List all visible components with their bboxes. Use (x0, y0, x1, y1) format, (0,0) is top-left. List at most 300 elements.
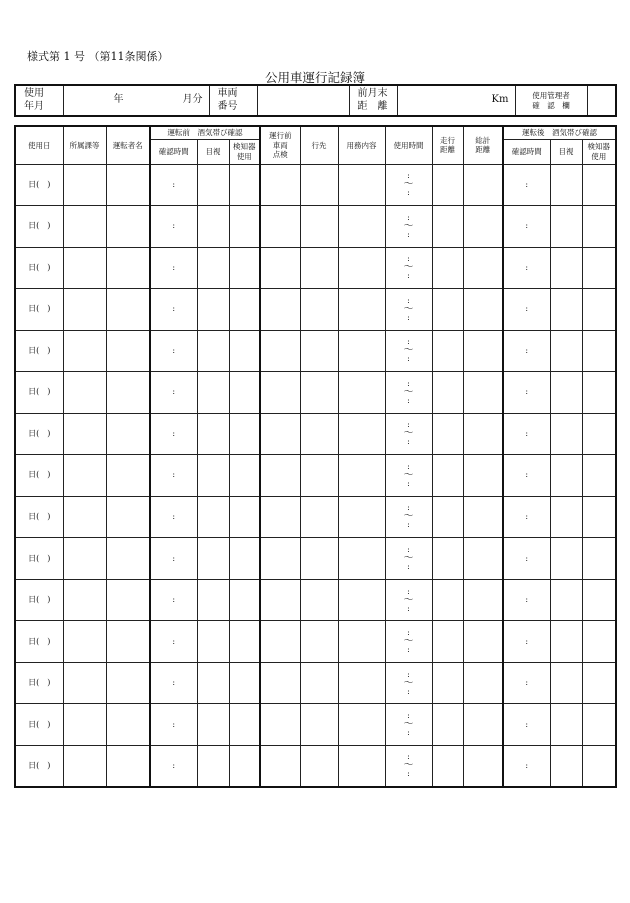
time-colon: : (172, 179, 176, 189)
total-distance-cell[interactable] (463, 538, 503, 580)
run-distance-cell[interactable] (432, 579, 463, 621)
detector-cell[interactable] (229, 247, 260, 289)
department-cell[interactable] (63, 330, 106, 372)
day-label: 日( ) (28, 470, 51, 480)
confirm-time-cell[interactable] (150, 330, 197, 372)
detector-after-cell[interactable] (582, 289, 616, 331)
use-day-cell[interactable] (15, 745, 63, 787)
visual-cell[interactable] (197, 704, 229, 746)
driver-cell[interactable] (106, 413, 150, 455)
detector-cell[interactable] (229, 704, 260, 746)
header-detector-after: 検知器 使用 (582, 139, 616, 164)
time-colon: : (407, 669, 410, 679)
pre-inspection-cell[interactable] (260, 538, 300, 580)
time-colon: : (407, 752, 410, 762)
department-cell[interactable] (63, 164, 106, 206)
department-cell[interactable] (63, 455, 106, 497)
visual-after-cell[interactable] (550, 455, 582, 497)
time-colon: : (525, 262, 529, 272)
visual-after-cell[interactable] (550, 662, 582, 704)
pre-inspection-cell[interactable] (260, 289, 300, 331)
confirm-time-cell[interactable] (150, 704, 197, 746)
detector-cell[interactable] (229, 330, 260, 372)
destination-cell[interactable] (300, 247, 338, 289)
run-distance-cell[interactable] (432, 538, 463, 580)
time-colon: : (172, 760, 176, 770)
confirm-time-after-cell[interactable] (503, 413, 550, 455)
confirm-time-after-cell[interactable] (503, 372, 550, 414)
run-distance-cell[interactable] (432, 662, 463, 704)
time-colon: : (407, 478, 410, 488)
confirm-time-after-cell[interactable] (503, 579, 550, 621)
time-colon: : (172, 470, 176, 480)
business-cell[interactable] (338, 455, 385, 497)
table-row (15, 289, 616, 331)
total-distance-cell[interactable] (463, 662, 503, 704)
run-distance-cell[interactable] (432, 206, 463, 248)
header-confirm-time: 確認時間 (150, 139, 197, 164)
confirm-time-cell[interactable] (150, 247, 197, 289)
prev-distance-field[interactable] (397, 85, 515, 116)
use-day-cell[interactable] (15, 289, 63, 331)
business-cell[interactable] (338, 704, 385, 746)
pre-inspection-cell[interactable] (260, 745, 300, 787)
total-distance-cell[interactable] (463, 704, 503, 746)
run-distance-cell[interactable] (432, 704, 463, 746)
time-colon: : (407, 520, 410, 530)
pre-inspection-cell[interactable] (260, 496, 300, 538)
driver-cell[interactable] (106, 289, 150, 331)
use-day-cell[interactable] (15, 413, 63, 455)
use-time-cell[interactable] (385, 455, 432, 497)
time-colon: : (407, 188, 410, 198)
business-cell[interactable] (338, 164, 385, 206)
run-distance-cell[interactable] (432, 745, 463, 787)
header-after-alcohol-check: 運転後 酒気帯び確認 (503, 126, 616, 139)
total-distance-cell[interactable] (463, 579, 503, 621)
driver-cell[interactable] (106, 621, 150, 663)
visual-cell[interactable] (197, 164, 229, 206)
department-cell[interactable] (63, 621, 106, 663)
department-cell[interactable] (63, 745, 106, 787)
department-cell[interactable] (63, 662, 106, 704)
table-row (15, 413, 616, 455)
header-use-time: 使用時間 (385, 126, 432, 164)
destination-cell[interactable] (300, 164, 338, 206)
table-row (15, 247, 616, 289)
use-day-cell[interactable] (15, 372, 63, 414)
confirm-time-after-cell[interactable] (503, 164, 550, 206)
run-distance-cell[interactable] (432, 330, 463, 372)
use-day-cell[interactable] (15, 538, 63, 580)
time-colon: : (172, 387, 176, 397)
use-time-cell[interactable] (385, 289, 432, 331)
visual-after-cell[interactable] (550, 496, 582, 538)
total-distance-cell[interactable] (463, 621, 503, 663)
visual-after-cell[interactable] (550, 330, 582, 372)
use-day-cell[interactable] (15, 330, 63, 372)
use-day-cell[interactable] (15, 455, 63, 497)
detector-cell[interactable] (229, 621, 260, 663)
driver-cell[interactable] (106, 538, 150, 580)
visual-after-cell[interactable] (550, 579, 582, 621)
detector-after-cell[interactable] (582, 330, 616, 372)
detector-after-cell[interactable] (582, 745, 616, 787)
visual-after-cell[interactable] (550, 704, 582, 746)
visual-cell[interactable] (197, 496, 229, 538)
pre-inspection-cell[interactable] (260, 372, 300, 414)
detector-cell[interactable] (229, 662, 260, 704)
confirm-time-after-cell[interactable] (503, 247, 550, 289)
pre-inspection-cell[interactable] (260, 206, 300, 248)
use-month-label: 使用 年月 (15, 85, 63, 116)
detector-after-cell[interactable] (582, 662, 616, 704)
confirm-time-after-cell[interactable] (503, 496, 550, 538)
confirm-time-cell[interactable] (150, 662, 197, 704)
use-day-cell[interactable] (15, 662, 63, 704)
vehicle-number-field[interactable] (257, 85, 349, 116)
driver-cell[interactable] (106, 206, 150, 248)
destination-cell[interactable] (300, 662, 338, 704)
business-cell[interactable] (338, 289, 385, 331)
confirm-time-after-cell[interactable] (503, 662, 550, 704)
department-cell[interactable] (63, 413, 106, 455)
detector-cell[interactable] (229, 579, 260, 621)
time-colon: : (172, 678, 176, 688)
day-label: 日( ) (28, 636, 51, 646)
run-distance-cell[interactable] (432, 164, 463, 206)
confirm-time-after-cell[interactable] (503, 538, 550, 580)
detector-after-cell[interactable] (582, 579, 616, 621)
detector-after-cell[interactable] (582, 372, 616, 414)
visual-cell[interactable] (197, 455, 229, 497)
use-time-cell[interactable] (385, 372, 432, 414)
detector-after-cell[interactable] (582, 496, 616, 538)
total-distance-cell[interactable] (463, 455, 503, 497)
day-label: 日( ) (28, 595, 51, 605)
confirm-time-after-cell[interactable] (503, 455, 550, 497)
time-colon: : (407, 562, 410, 571)
run-distance-cell[interactable] (432, 496, 463, 538)
day-label: 日( ) (28, 553, 51, 563)
time-colon: : (525, 221, 529, 231)
use-time-cell[interactable] (385, 745, 432, 787)
use-day-cell[interactable] (15, 206, 63, 248)
department-cell[interactable] (63, 372, 106, 414)
time-colon: : (407, 271, 410, 281)
department-cell[interactable] (63, 496, 106, 538)
department-cell[interactable] (63, 579, 106, 621)
driver-cell[interactable] (106, 164, 150, 206)
detector-cell[interactable] (229, 455, 260, 497)
visual-cell[interactable] (197, 330, 229, 372)
business-cell[interactable] (338, 579, 385, 621)
use-time-cell[interactable] (385, 206, 432, 248)
confirm-time-cell[interactable] (150, 289, 197, 331)
department-cell[interactable] (63, 289, 106, 331)
time-colon: : (407, 769, 410, 779)
destination-cell[interactable] (300, 330, 338, 372)
total-distance-cell[interactable] (463, 330, 503, 372)
pre-inspection-cell[interactable] (260, 164, 300, 206)
business-cell[interactable] (338, 662, 385, 704)
detector-after-cell[interactable] (582, 621, 616, 663)
detector-cell[interactable] (229, 372, 260, 414)
use-time-cell[interactable] (385, 621, 432, 663)
detector-cell[interactable] (229, 206, 260, 248)
time-range-tilde: 〜 (403, 303, 414, 315)
visual-cell[interactable] (197, 745, 229, 787)
destination-cell[interactable] (300, 372, 338, 414)
use-time-cell[interactable] (385, 496, 432, 538)
destination-cell[interactable] (300, 455, 338, 497)
time-colon: : (407, 628, 410, 638)
confirm-time-cell[interactable] (150, 579, 197, 621)
business-cell[interactable] (338, 206, 385, 248)
business-cell[interactable] (338, 413, 385, 455)
driver-cell[interactable] (106, 579, 150, 621)
visual-cell[interactable] (197, 206, 229, 248)
pre-inspection-cell[interactable] (260, 413, 300, 455)
visual-cell[interactable] (197, 247, 229, 289)
use-day-cell[interactable] (15, 496, 63, 538)
total-distance-cell[interactable] (463, 745, 503, 787)
total-distance-cell[interactable] (463, 413, 503, 455)
detector-cell[interactable] (229, 164, 260, 206)
time-colon: : (407, 254, 410, 264)
day-label: 日( ) (28, 304, 51, 314)
business-cell[interactable] (338, 496, 385, 538)
visual-cell[interactable] (197, 621, 229, 663)
time-colon: : (407, 645, 410, 655)
detector-after-cell[interactable] (582, 704, 616, 746)
visual-after-cell[interactable] (550, 289, 582, 331)
business-cell[interactable] (338, 621, 385, 663)
detector-cell[interactable] (229, 745, 260, 787)
time-colon: : (407, 212, 410, 222)
time-colon: : (525, 636, 529, 646)
visual-cell[interactable] (197, 538, 229, 580)
use-time-cell[interactable] (385, 579, 432, 621)
time-colon: : (407, 728, 410, 738)
pre-inspection-cell[interactable] (260, 579, 300, 621)
time-colon: : (525, 304, 529, 314)
driver-cell[interactable] (106, 662, 150, 704)
visual-cell[interactable] (197, 662, 229, 704)
business-cell[interactable] (338, 538, 385, 580)
day-label: 日( ) (28, 179, 51, 189)
time-range-tilde: 〜 (403, 428, 414, 440)
time-range-tilde: 〜 (403, 469, 414, 481)
visual-cell[interactable] (197, 289, 229, 331)
time-colon: : (525, 428, 529, 438)
business-cell[interactable] (338, 745, 385, 787)
day-label: 日( ) (28, 719, 51, 729)
table-row (15, 621, 616, 663)
time-colon: : (407, 420, 410, 430)
time-colon: : (407, 711, 410, 721)
time-colon: : (525, 511, 529, 521)
header-destination: 行先 (300, 126, 338, 164)
driver-cell[interactable] (106, 247, 150, 289)
visual-after-cell[interactable] (550, 372, 582, 414)
total-distance-cell[interactable] (463, 164, 503, 206)
visual-cell[interactable] (197, 579, 229, 621)
use-month-field[interactable] (63, 85, 209, 116)
run-distance-cell[interactable] (432, 247, 463, 289)
detector-after-cell[interactable] (582, 413, 616, 455)
run-distance-cell[interactable] (432, 621, 463, 663)
confirm-time-after-cell[interactable] (503, 704, 550, 746)
confirm-time-cell[interactable] (150, 206, 197, 248)
detector-after-cell[interactable] (582, 206, 616, 248)
visual-cell[interactable] (197, 372, 229, 414)
pre-inspection-cell[interactable] (260, 247, 300, 289)
table-row (15, 330, 616, 372)
visual-after-cell[interactable] (550, 538, 582, 580)
table-row (15, 372, 616, 414)
visual-after-cell[interactable] (550, 745, 582, 787)
confirm-time-after-cell[interactable] (503, 330, 550, 372)
driver-cell[interactable] (106, 455, 150, 497)
confirm-time-cell[interactable] (150, 745, 197, 787)
day-label: 日( ) (28, 387, 51, 397)
driver-cell[interactable] (106, 372, 150, 414)
time-range-tilde: 〜 (403, 719, 414, 731)
use-time-cell[interactable] (385, 538, 432, 580)
detector-cell[interactable] (229, 496, 260, 538)
confirm-time-after-cell[interactable] (503, 289, 550, 331)
business-cell[interactable] (338, 372, 385, 414)
use-time-cell[interactable] (385, 247, 432, 289)
business-cell[interactable] (338, 247, 385, 289)
header-department: 所属課等 (63, 126, 106, 164)
use-time-cell[interactable] (385, 164, 432, 206)
time-colon: : (407, 295, 410, 305)
table-row (15, 662, 616, 704)
run-distance-cell[interactable] (432, 413, 463, 455)
pre-inspection-cell[interactable] (260, 621, 300, 663)
destination-cell[interactable] (300, 704, 338, 746)
use-time-cell[interactable] (385, 704, 432, 746)
table-row (15, 206, 616, 248)
visual-after-cell[interactable] (550, 621, 582, 663)
time-colon: : (407, 312, 410, 322)
use-day-cell[interactable] (15, 247, 63, 289)
run-distance-cell[interactable] (432, 372, 463, 414)
department-cell[interactable] (63, 206, 106, 248)
driver-cell[interactable] (106, 745, 150, 787)
time-range-tilde: 〜 (403, 553, 414, 564)
time-colon: : (407, 378, 410, 388)
detector-cell[interactable] (229, 538, 260, 580)
time-colon: : (172, 553, 176, 563)
destination-cell[interactable] (300, 745, 338, 787)
run-distance-cell[interactable] (432, 455, 463, 497)
pre-inspection-cell[interactable] (260, 330, 300, 372)
time-colon: : (525, 760, 529, 770)
destination-cell[interactable] (300, 413, 338, 455)
detector-after-cell[interactable] (582, 538, 616, 580)
visual-after-cell[interactable] (550, 164, 582, 206)
use-day-cell[interactable] (15, 579, 63, 621)
header-use-day: 使用日 (15, 126, 63, 164)
detector-after-cell[interactable] (582, 164, 616, 206)
use-time-cell[interactable] (385, 413, 432, 455)
destination-cell[interactable] (300, 206, 338, 248)
total-distance-cell[interactable] (463, 289, 503, 331)
use-time-cell[interactable] (385, 330, 432, 372)
manager-confirm-field[interactable] (587, 85, 616, 116)
time-range-tilde: 〜 (403, 760, 414, 772)
detector-after-cell[interactable] (582, 247, 616, 289)
day-label: 日( ) (28, 221, 51, 231)
confirm-time-after-cell[interactable] (503, 206, 550, 248)
use-day-cell[interactable] (15, 164, 63, 206)
visual-after-cell[interactable] (550, 206, 582, 248)
confirm-time-cell[interactable] (150, 496, 197, 538)
day-label: 日( ) (28, 345, 51, 355)
time-colon: : (525, 553, 529, 563)
pre-inspection-cell[interactable] (260, 704, 300, 746)
header-visual: 目視 (197, 139, 229, 164)
driver-cell[interactable] (106, 704, 150, 746)
department-cell[interactable] (63, 538, 106, 580)
run-distance-cell[interactable] (432, 289, 463, 331)
total-distance-cell[interactable] (463, 372, 503, 414)
use-time-cell[interactable] (385, 662, 432, 704)
confirm-time-after-cell[interactable] (503, 621, 550, 663)
header-confirm-time-after: 確認時間 (503, 139, 550, 164)
confirm-time-cell[interactable] (150, 164, 197, 206)
time-colon: : (407, 354, 410, 364)
pre-inspection-cell[interactable] (260, 455, 300, 497)
detector-cell[interactable] (229, 289, 260, 331)
destination-cell[interactable] (300, 621, 338, 663)
time-colon: : (407, 171, 410, 181)
detector-cell[interactable] (229, 413, 260, 455)
visual-cell[interactable] (197, 413, 229, 455)
visual-after-cell[interactable] (550, 247, 582, 289)
driver-cell[interactable] (106, 330, 150, 372)
confirm-time-cell[interactable] (150, 621, 197, 663)
total-distance-cell[interactable] (463, 247, 503, 289)
use-day-cell[interactable] (15, 621, 63, 663)
confirm-time-after-cell[interactable] (503, 745, 550, 787)
confirm-time-cell[interactable] (150, 413, 197, 455)
driver-cell[interactable] (106, 496, 150, 538)
confirm-time-cell[interactable] (150, 372, 197, 414)
total-distance-cell[interactable] (463, 496, 503, 538)
destination-cell[interactable] (300, 289, 338, 331)
visual-after-cell[interactable] (550, 413, 582, 455)
destination-cell[interactable] (300, 496, 338, 538)
pre-inspection-cell[interactable] (260, 662, 300, 704)
time-colon: : (172, 221, 176, 231)
use-day-cell[interactable] (15, 704, 63, 746)
destination-cell[interactable] (300, 579, 338, 621)
destination-cell[interactable] (300, 538, 338, 580)
detector-after-cell[interactable] (582, 455, 616, 497)
confirm-time-cell[interactable] (150, 538, 197, 580)
department-cell[interactable] (63, 704, 106, 746)
total-distance-cell[interactable] (463, 206, 503, 248)
business-cell[interactable] (338, 330, 385, 372)
time-colon: : (172, 719, 176, 729)
department-cell[interactable] (63, 247, 106, 289)
confirm-time-cell[interactable] (150, 455, 197, 497)
time-colon: : (525, 345, 529, 355)
